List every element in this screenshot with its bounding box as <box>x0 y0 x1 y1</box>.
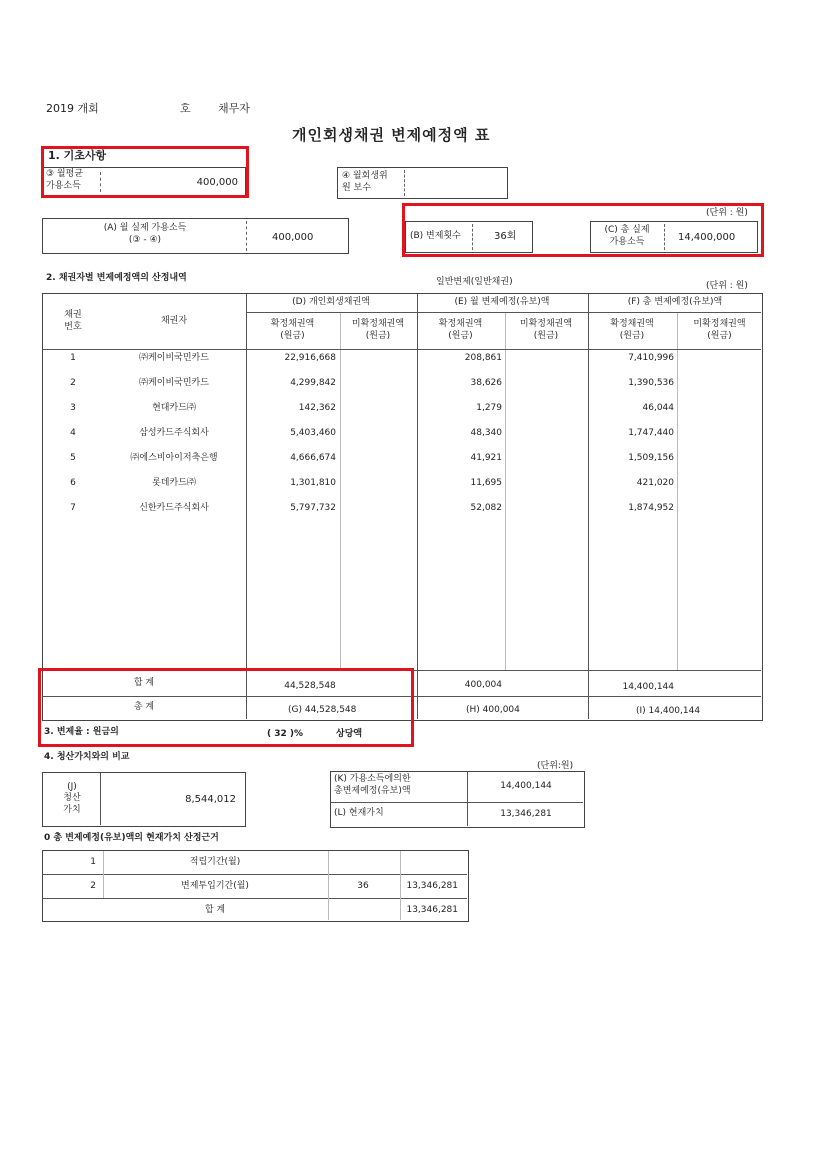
monthly-income-label: ③ 월평균 가용소득 <box>46 169 84 191</box>
col-creditor-header: 채권자 <box>160 315 188 326</box>
total-g: (G) 44,528,548 <box>288 705 357 715</box>
d-confirmed-header: 확정채권액 (원금) <box>270 319 315 341</box>
j-value: 8,544,012 <box>185 794 236 805</box>
j-label: (J) 청산 가치 <box>63 782 81 815</box>
pv-total-value: 13,346,281 <box>406 905 458 915</box>
row-e: 208,861 <box>464 353 502 363</box>
monthly-income-value: 400,000 <box>196 177 238 188</box>
repay-count-label: (B) 변제횟수 <box>410 231 461 241</box>
total-h: (H) 400,004 <box>466 705 520 715</box>
case-round: 2019 개회 <box>46 102 99 115</box>
k-label: (K) 가용소득에의한 총변제예정(유보)액 <box>334 774 411 796</box>
row-f: 7,410,996 <box>628 353 674 363</box>
row-creditor: 현대카드㈜ <box>152 403 196 413</box>
row-creditor: 신한카드주식회사 <box>139 503 209 513</box>
row-d: 4,666,674 <box>290 453 336 463</box>
row-creditor: ㈜케이비국민카드 <box>139 378 209 388</box>
group-f-header: (F) 총 변제예정(유보)액 <box>627 297 723 308</box>
total-i: (I) 14,400,144 <box>636 706 701 716</box>
sum-label: 합 계 <box>133 678 155 688</box>
row-no: 7 <box>70 503 76 513</box>
pv-row-label: 변제투입기간(월) <box>181 881 249 891</box>
pv-row-months: 36 <box>357 881 369 891</box>
e-unconfirmed-header: 미확정채권액 (원금) <box>519 319 573 341</box>
l-label: (L) 현재가치 <box>334 808 384 818</box>
highlight-total-income <box>402 203 764 257</box>
section4-unit: (단위:원) <box>537 761 574 771</box>
highlight-basic-income <box>41 146 249 198</box>
section1-title: 1. 기초사항 <box>48 149 107 162</box>
row-e: 38,626 <box>470 378 502 388</box>
row-no: 3 <box>70 403 76 413</box>
debtor-label: 채무자 <box>218 102 250 115</box>
f-unconfirmed-header: 미확정채권액 (원금) <box>693 319 746 341</box>
repay-rate: ( 32 )% <box>267 729 304 739</box>
row-f: 1,509,156 <box>628 453 674 463</box>
group-e-header: (E) 월 변제예정(유보)액 <box>454 297 550 308</box>
row-f: 1,874,952 <box>628 503 674 513</box>
row-d: 5,797,732 <box>290 503 336 513</box>
e-confirmed-header: 확정채권액 (원금) <box>438 319 483 341</box>
section2-unit: (단위 : 원) <box>706 281 748 291</box>
monthly-actual-label: (A) 월 실제 가용소득 (③ - ④) <box>103 223 187 246</box>
row-creditor: 롯데카드㈜ <box>152 478 196 488</box>
row-e: 52,082 <box>470 503 502 513</box>
row-d: 142,362 <box>298 403 336 413</box>
row-d: 4,299,842 <box>290 378 336 388</box>
repay-type-label: 일반변제(일반채권) <box>436 277 513 287</box>
row-d: 5,403,460 <box>290 428 336 438</box>
group-d-header: (D) 개인회생채권액 <box>292 297 370 308</box>
k-value: 14,400,144 <box>500 781 552 791</box>
sum-d: 44,528,548 <box>284 681 336 691</box>
pv-total-label: 합 계 <box>204 905 226 915</box>
total-actual-value: 14,400,000 <box>678 232 736 243</box>
sum-e: 400,004 <box>464 680 502 690</box>
row-no: 2 <box>70 378 76 388</box>
sum-f: 14,400,144 <box>622 682 674 692</box>
section1-unit: (단위 : 원) <box>706 208 748 218</box>
row-no: 5 <box>70 453 76 463</box>
row-f: 1,747,440 <box>628 428 674 438</box>
row-no: 4 <box>70 428 76 438</box>
col-no-header: 채권 번호 <box>64 310 82 332</box>
page-title: 개인회생채권 변제예정액 표 <box>292 126 491 144</box>
case-ho: 호 <box>180 102 191 115</box>
row-e: 1,279 <box>476 403 502 413</box>
trustee-fee-label: ④ 월회생위 원 보수 <box>342 171 388 193</box>
d-unconfirmed-header: 미확정채권액 (원금) <box>351 319 405 341</box>
row-creditor: 삼성카드주식회사 <box>139 428 209 438</box>
total-label: 총 계 <box>133 702 155 712</box>
section2-title: 2. 채권자별 변제예정액의 산정내역 <box>46 273 187 283</box>
monthly-actual-value: 400,000 <box>272 232 314 243</box>
f-confirmed-header: 확정채권액 (원금) <box>610 319 654 341</box>
pv-row-no: 2 <box>90 881 96 891</box>
row-e: 41,921 <box>470 453 502 463</box>
row-e: 11,695 <box>470 478 502 488</box>
repay-rate-suffix: 상당액 <box>336 729 363 739</box>
row-no: 6 <box>70 478 76 488</box>
total-actual-label: (C) 총 실제 가용소득 <box>604 225 650 248</box>
row-f: 46,044 <box>642 403 674 413</box>
pv-row-no: 1 <box>90 857 96 867</box>
row-d: 1,301,810 <box>290 478 336 488</box>
row-e: 48,340 <box>470 428 502 438</box>
row-creditor: ㈜에스비아이저축은행 <box>130 453 218 463</box>
row-no: 1 <box>70 353 76 363</box>
pv-row-value: 13,346,281 <box>406 881 458 891</box>
repay-count-value: 36회 <box>494 231 517 242</box>
section5-title: 0 총 변제예정(유보)액의 현재가치 산정근거 <box>44 833 219 843</box>
row-f: 421,020 <box>636 478 674 488</box>
section3-title: 3. 변제율 : 원금의 <box>44 727 119 737</box>
l-value: 13,346,281 <box>500 809 552 819</box>
highlight-totals <box>38 668 414 747</box>
row-creditor: ㈜케이비국민카드 <box>139 353 209 363</box>
section4-title: 4. 청산가치와의 비교 <box>44 752 130 762</box>
pv-row-label: 적립기간(월) <box>189 857 241 867</box>
row-f: 1,390,536 <box>628 378 674 388</box>
row-d: 22,916,668 <box>284 353 336 363</box>
